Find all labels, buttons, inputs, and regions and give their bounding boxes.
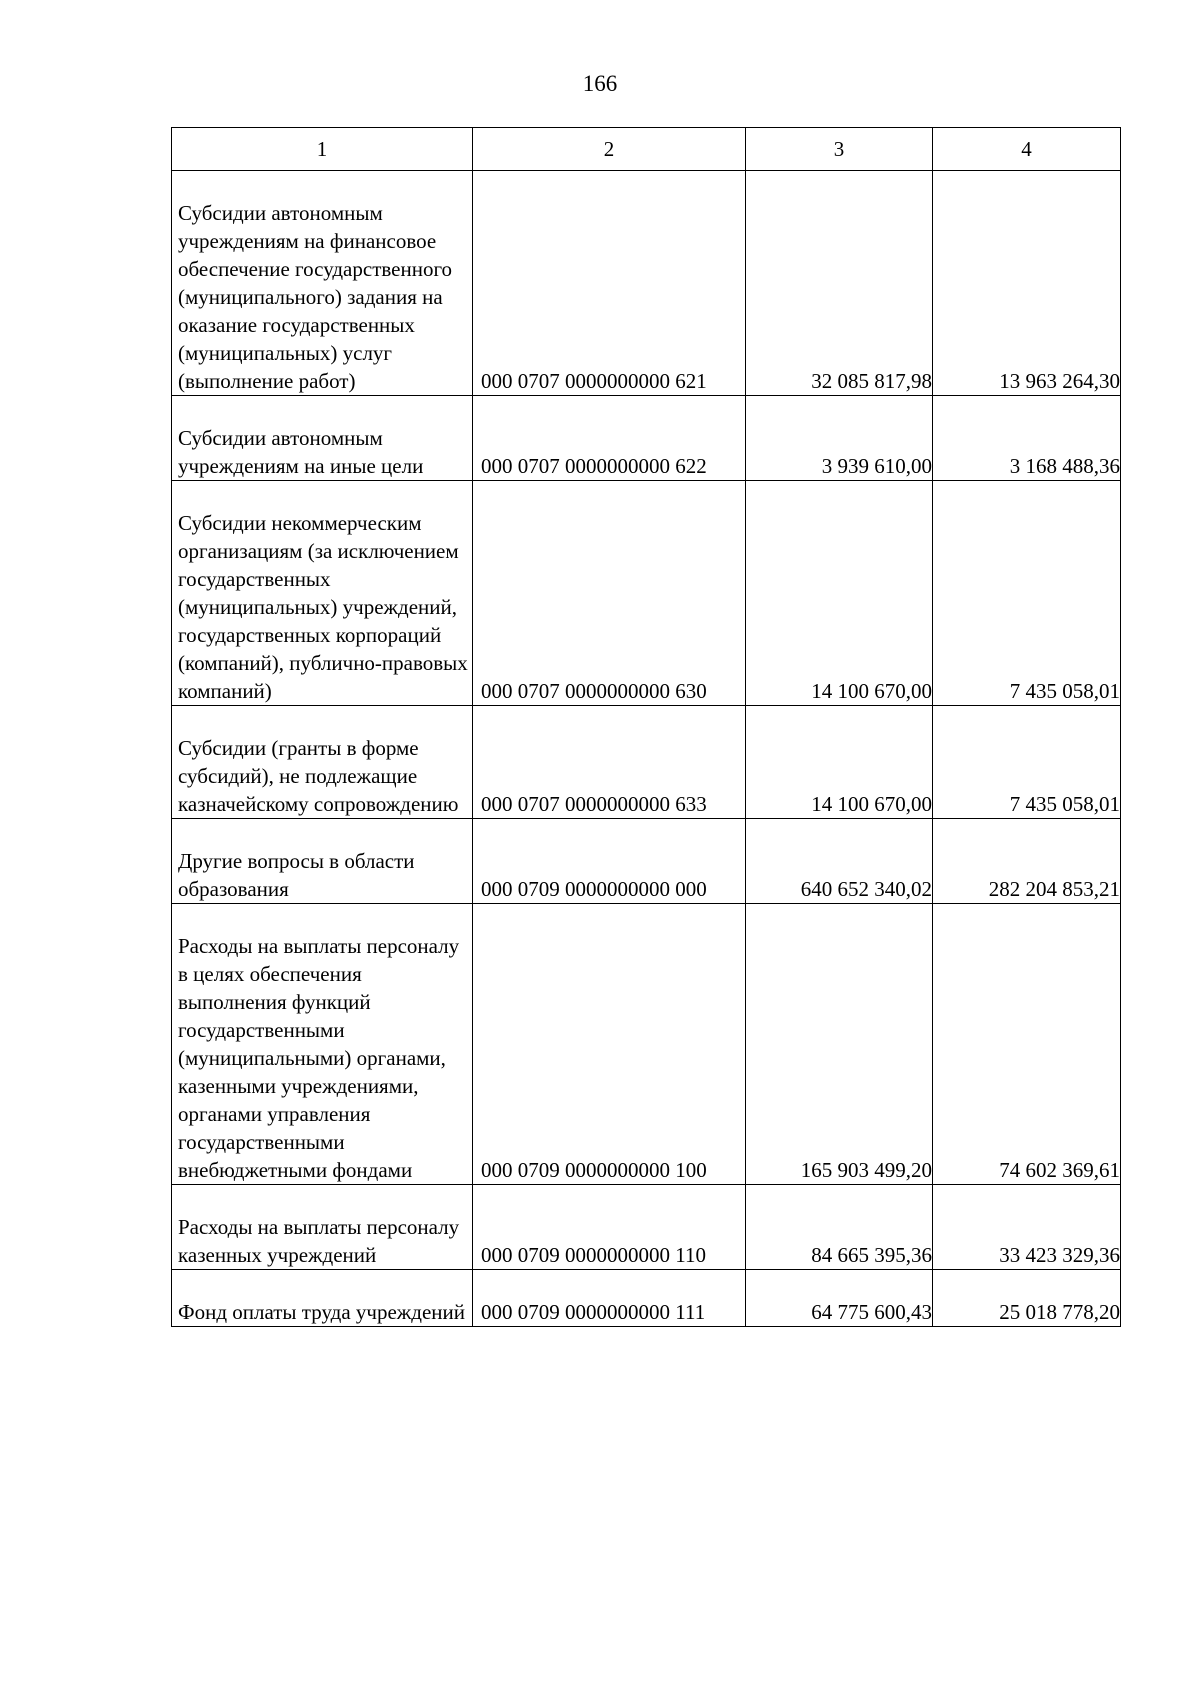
row-code: 000 0709 0000000000 000 [473,819,746,904]
row-value-col3: 3 939 610,00 [746,396,933,481]
row-code: 000 0709 0000000000 110 [473,1185,746,1270]
row-value-col4: 33 423 329,36 [933,1185,1121,1270]
page-number: 166 [582,71,618,96]
table-row [172,904,1121,1185]
header-row [172,128,1121,171]
budget-table [171,127,1121,1327]
header-col-1: 1 [172,128,473,171]
row-value-col3: 165 903 499,20 [746,904,933,1185]
row-name: Расходы на выплаты персоналу казенных учреждений [172,1185,473,1270]
table-row [172,819,1121,904]
table-row [172,706,1121,819]
table-row [172,1270,1121,1327]
table-row [172,481,1121,706]
table-body [172,171,1121,1327]
header-col-3: 3 [746,128,933,171]
row-value-col3: 84 665 395,36 [746,1185,933,1270]
row-value-col3: 640 652 340,02 [746,819,933,904]
row-value-col4: 13 963 264,30 [933,171,1121,396]
row-code: 000 0707 0000000000 630 [473,481,746,706]
row-name: Субсидии автономным учреждениям на финансовое обеспечение государственного (муниципального) задания на оказание государственных (муниципальных) услуг (выполнение работ) [172,171,473,396]
row-name: Другие вопросы в области образования [172,819,473,904]
row-name: Субсидии (гранты в форме субсидий), не подлежащие казначейскому сопровождению [172,706,473,819]
row-value-col3: 14 100 670,00 [746,481,933,706]
header-col-2: 2 [473,128,746,171]
row-name: Фонд оплаты труда учреждений [172,1270,473,1327]
header-col-4: 4 [933,128,1121,171]
row-code: 000 0707 0000000000 622 [473,396,746,481]
row-value-col3: 32 085 817,98 [746,171,933,396]
row-value-col4: 7 435 058,01 [933,481,1121,706]
table-row [172,171,1121,396]
row-name: Субсидии некоммерческим организациям (за исключением государственных (муниципальных) учреждений, государственных корпораций (компаний), публично-правовых компаний) [172,481,473,706]
row-value-col3: 14 100 670,00 [746,706,933,819]
row-value-col4: 25 018 778,20 [933,1270,1121,1327]
row-value-col4: 74 602 369,61 [933,904,1121,1185]
table-row [172,396,1121,481]
table-header [172,128,1121,171]
row-value-col3: 64 775 600,43 [746,1270,933,1327]
row-code: 000 0709 0000000000 111 [473,1270,746,1327]
row-name: Субсидии автономным учреждениям на иные цели [172,396,473,481]
row-name: Расходы на выплаты персоналу в целях обеспечения выполнения функций государственными (муниципальными) органами, казенными учреждениями, органами управления государственными внебюджетными фондами [172,904,473,1185]
row-code: 000 0707 0000000000 621 [473,171,746,396]
row-code: 000 0709 0000000000 100 [473,904,746,1185]
table-row [172,1185,1121,1270]
row-value-col4: 3 168 488,36 [933,396,1121,481]
row-value-col4: 282 204 853,21 [933,819,1121,904]
row-code: 000 0707 0000000000 633 [473,706,746,819]
row-value-col4: 7 435 058,01 [933,706,1121,819]
